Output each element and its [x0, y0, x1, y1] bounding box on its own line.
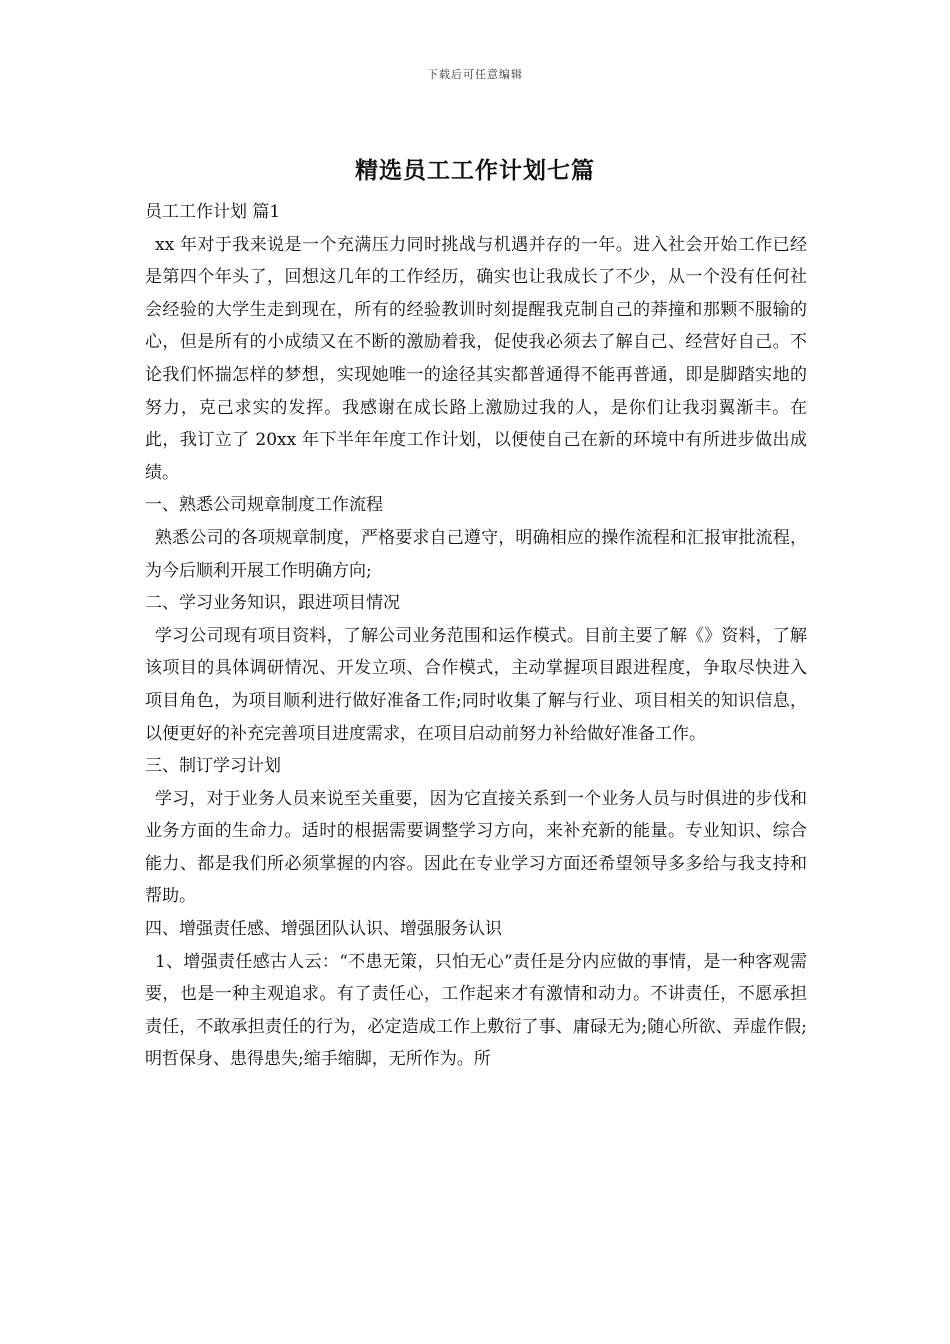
- section-heading: 员工工作计划 篇1: [145, 202, 281, 222]
- paragraph-1: 熟悉公司的各项规章制度，严格要求自己遵守，明确相应的操作流程和汇报审批流程，为今后顺利开展工作明确方向;: [145, 527, 807, 581]
- page-header-note: 下载后可任意编辑: [427, 68, 523, 81]
- subheading-3: 三、制订学习计划: [145, 756, 281, 777]
- subheading-1: 一、熟悉公司规章制度工作流程: [145, 495, 383, 516]
- paragraph-4: 1、增强责任感古人云：“不患无策，只怕无心”责任是分内应做的事情，是一种客观需要，也是一种主观追求。有了责任心，工作起来才有激情和动力。不讲责任，不愿承担责任，不敢承担责任的行为，必定造成工作上敷衍了事、庸碌无为;随心所欲、弄虚作假;明哲保身、患得患失;缩手缩脚，无所作为。所: [145, 951, 807, 1070]
- subheading-4: 四、增强责任感、增强团队认识、增强服务认识: [145, 919, 502, 940]
- subheading-2: 二、学习业务知识，跟进项目情况: [145, 593, 400, 614]
- paragraph-3: 学习，对于业务人员来说至关重要，因为它直接关系到一个业务人员与时俱进的步伐和业务方面的生命力。适时的根据需要调整学习方向，来补充新的能量。专业知识、综合能力、都是我们所必须掌握的内容。因此在专业学习方面还希望领导多多给与我支持和帮助。: [145, 788, 807, 907]
- paragraph-2: 学习公司现有项目资料，了解公司业务范围和运作模式。目前主要了解《》资料，了解该项目的具体调研情况、开发立项、合作模式，主动掌握项目跟进程度，争取尽快进入项目角色，为项目顺利进行做好准备工作;同时收集了解与行业、项目相关的知识信息，以便更好的补充完善项目进度需求，在项目启动前努力补给做好准备工作。: [145, 625, 807, 744]
- document-title: 精选员工工作计划七篇: [355, 157, 595, 184]
- paragraph-intro: xx 年对于我来说是一个充满压力同时挑战与机遇并存的一年。进入社会开始工作已经是第四个年头了，回想这几年的工作经历，确实也让我成长了不少，从一个没有任何社会经验的大学生走到现在，所有的经验教训时刻提醒我克制自己的莽撞和那颗不服输的心，但是所有的小成绩又在不断的激励着我，促使我必须去了解自己、经营好自己。不论我们怀揣怎样的梦想，实现她唯一的途径其实都普通得不能再普通，即是脚踏实地的努力，克己求实的发挥。我感谢在成长路上激励过我的人，是你们让我羽翼渐丰。在此，我订立了 20xx 年下半年年度工作计划，以便使自己在新的环境中有所进步做出成绩。: [145, 234, 807, 483]
- document-body: [145, 196, 807, 1076]
